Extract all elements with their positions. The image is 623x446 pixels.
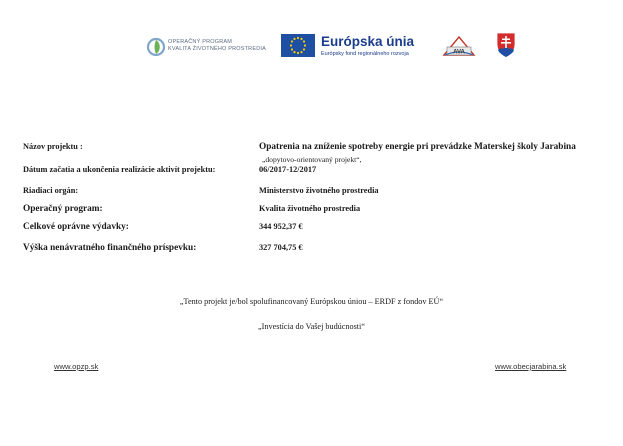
eu-title: Európska únia (321, 34, 415, 49)
managing-authority-value: Ministerstvo životného prostredia (259, 186, 379, 195)
logo-bar (0, 30, 623, 64)
operational-program-value: Kvalita životného prostredia (259, 204, 361, 213)
slovak-coat-of-arms-icon (496, 32, 516, 58)
funding-statement: „Tento projekt je/bol spolufinancovaný Európskou úniou – ERDF z fondov EÚ“ (179, 297, 444, 306)
project-name-note: „dopytovo-orientovaný projekt“, (262, 155, 362, 164)
obec-jarabina-link[interactable]: www.obecjarabina.sk (495, 362, 567, 371)
eu-subtitle: Európsky fond regionálneho rozvoja (321, 51, 409, 57)
operational-program-label: Operačný program: (23, 204, 103, 214)
motto: „Investícia do Vašej budúcnosti“ (258, 322, 365, 331)
contribution-label: Výška nenávratného finančného príspevku: (23, 243, 197, 253)
project-name-label: Názov projektu : (23, 142, 83, 151)
contribution-value: 327 704,75 € (259, 243, 303, 252)
project-dates-label: Dátum začatia a ukončenia realizácie aktivít projektu: (23, 165, 216, 174)
leaf-logo-icon (146, 36, 166, 58)
ava-logo-icon (441, 35, 477, 57)
operational-program-line1: OPERAČNÝ PROGRAM (168, 39, 233, 45)
project-name-value: Opatrenia na zníženie spotreby energie pri prevádzke Materskej školy Jarabina (259, 142, 576, 152)
eligible-expenses-value: 344 952,37 € (259, 222, 303, 231)
opzp-link[interactable]: www.opzp.sk (54, 362, 99, 371)
operational-program-line2: KVALITA ŽIVOTNÉHO PROSTREDIA (168, 46, 266, 52)
ava-logo-text: AVA (453, 49, 465, 56)
eligible-expenses-label: Celkové oprávne výdavky: (23, 222, 129, 232)
eu-flag-icon (281, 34, 315, 57)
managing-authority-label: Riadiaci orgán: (23, 186, 79, 195)
project-dates-value: 06/2017-12/2017 (259, 165, 317, 174)
operational-program-text (168, 39, 266, 53)
